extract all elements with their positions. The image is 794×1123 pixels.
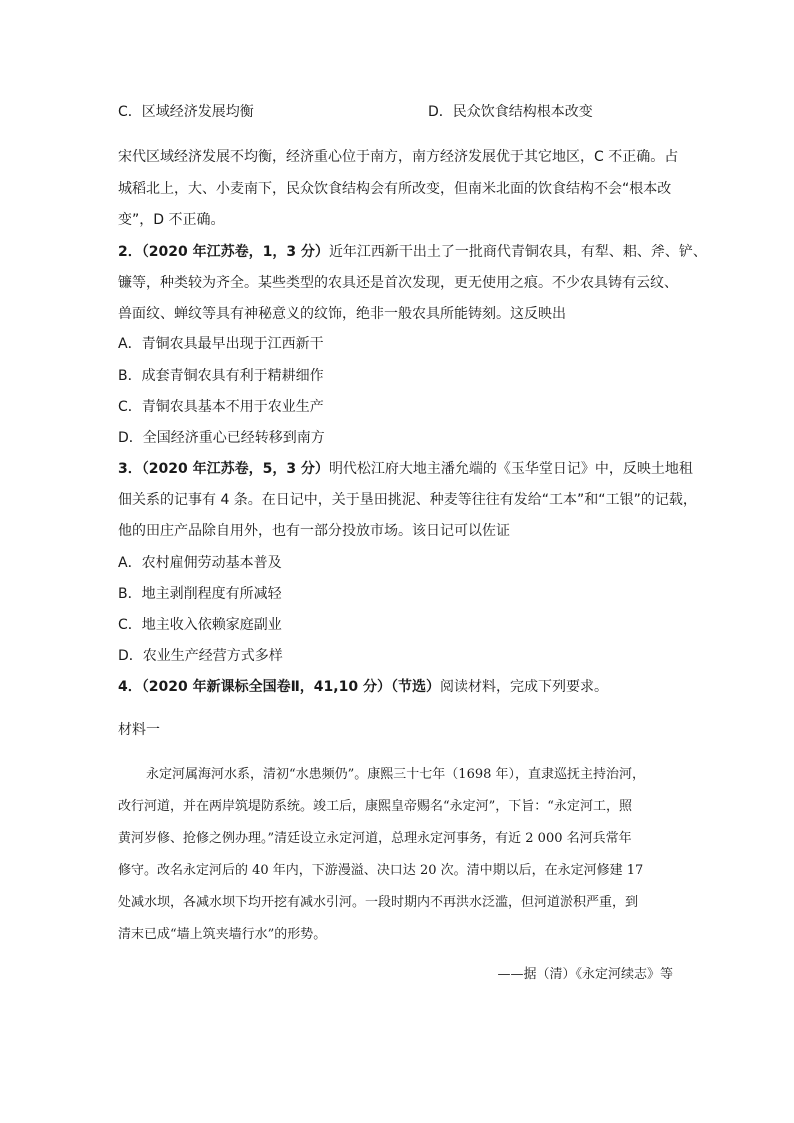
material-line: 永定河属海河水系，清初“水患频仍”。康熙三十七年（1698 年），直隶巡抚主持治河，	[146, 767, 646, 782]
analysis-line: 城稻北上，大、小麦南下，民众饮食结构会有所改变，但南米北面的饮食结构不会“根本改	[118, 181, 672, 197]
material-line: 黄河岁修、抢修之例办理。”清廷设立永定河道，总理永定河事务，有近 2 000 名河兵常年	[118, 831, 632, 846]
option-b: B．成套青铜农具有利于精耕细作	[118, 368, 324, 384]
question-stem-line: 镰等，种类较为齐全。某些类型的农具还是首次发现，更无使用之痕。不少农具铸有云纹、	[118, 275, 678, 291]
question-stem-line: 兽面纹、蝉纹等具有神秘意义的纹饰，绝非一般农具所能铸刻。这反映出	[118, 306, 566, 322]
material-line: 改行河道，并在两岸筑堤防系统。竣工后，康熙皇帝赐名“永定河”，下旨：“永定河工，照	[118, 799, 632, 814]
analysis-line: 宋代区域经济发展不均衡，经济重心位于南方，南方经济发展优于其它地区，C 不正确。占	[118, 149, 679, 165]
material-source: ——据（清）《永定河续志》等	[497, 967, 673, 982]
material-line: 修守。改名永定河后的 40 年内，下游漫溢、决口达 20 次。清中期以后，在永定河修建 17	[118, 863, 644, 878]
material-line: 处减水坝，各减水坝下均开挖有减水引河。一段时期内不再洪水泛滥，但河道淤积严重，到	[118, 895, 639, 910]
option-d: D．民众饮食结构根本改变	[428, 104, 593, 120]
question-stem-line: 佃关系的记事有 4 条。在日记中，关于垦田挑泥、种麦等往往有发给“工本”和“工银”的记载，	[118, 492, 697, 508]
option-d: D．农业生产经营方式多样	[118, 648, 283, 664]
option-b: B．地主剥削程度有所减轻	[118, 586, 282, 602]
analysis-line: 变”，D 不正确。	[118, 212, 225, 228]
option-a: A．农村雇佣劳动基本普及	[118, 555, 282, 571]
material-line: 清末已成“墙上筑夹墙行水”的形势。	[118, 927, 327, 942]
question-stem-line: 2．（2020 年江苏卷，1，3 分）近年江西新干出土了一批商代青铜农具，有犁、耜、斧、铲、	[118, 244, 707, 260]
option-d: D．全国经济重心已经转移到南方	[118, 430, 325, 446]
question-stem-line: 他的田庄产品除自用外，也有一部分投放市场。该日记可以佐证	[118, 523, 510, 539]
question-stem-line: 4．（2020 年新课标全国卷Ⅱ，41,10 分）（节选）阅读材料，完成下列要求。	[118, 679, 608, 695]
material-heading: 材料一	[118, 722, 160, 738]
option-c: C．青铜农具基本不用于农业生产	[118, 399, 324, 415]
question-label: 2．（2020 年江苏卷，1，3 分）	[118, 244, 329, 260]
option-a: A．青铜农具最早出现于江西新干	[118, 336, 324, 352]
option-c: C．区域经济发展均衡	[118, 104, 254, 120]
option-c: C．地主收入依赖家庭副业	[118, 617, 282, 633]
question-label: 4．（2020 年新课标全国卷Ⅱ，41,10 分）（节选）	[118, 679, 440, 695]
question-stem-line: 3．（2020 年江苏卷，5，3 分）明代松江府大地主潘允端的《玉华堂日记》中，反映土地租	[118, 461, 693, 477]
question-label: 3．（2020 年江苏卷，5，3 分）	[118, 461, 329, 477]
